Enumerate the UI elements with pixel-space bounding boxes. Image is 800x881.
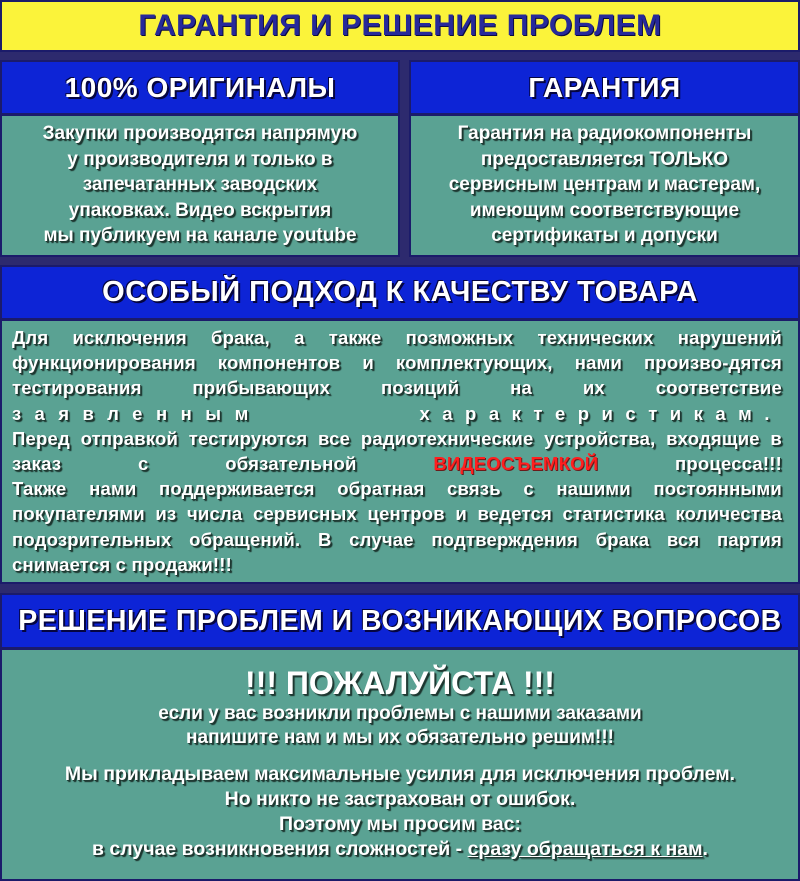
page-title: ГАРАНТИЯ И РЕШЕНИЕ ПРОБЛЕМ <box>138 9 662 42</box>
quality-text-2-after: процесса!!! <box>675 453 782 475</box>
quality-title: ОСОБЫЙ ПОДХОД К КАЧЕСТВУ ТОВАРА <box>102 276 698 308</box>
warranty-line: Гарантия на радиокомпоненты <box>457 123 752 144</box>
warranty-line: сертификаты и допуски <box>491 225 718 246</box>
warranty-line: предоставляется ТОЛЬКО <box>480 148 729 170</box>
quality-spaced-left: заявленным <box>12 402 262 424</box>
warranty-panel <box>409 114 800 257</box>
quality-header <box>0 265 800 320</box>
originals-title: 100% ОРИГИНАЛЫ <box>64 71 336 103</box>
page-title-banner <box>0 0 800 52</box>
please-heading: !!! ПОЖАЛУЙСТА !!! <box>245 665 555 701</box>
problems-line-final <box>2 837 798 862</box>
warranty-title: ГАРАНТИЯ <box>528 71 681 103</box>
quality-text-2 <box>12 426 782 476</box>
originals-line: мы публикуем на канале youtube <box>43 225 357 246</box>
problems-line: Поэтому мы просим вас: <box>279 813 521 835</box>
quality-spaced-line <box>12 401 782 426</box>
originals-line: упаковках. Видео вскрытия <box>68 199 332 221</box>
quality-text-3: Также нами поддерживается обратная связь с нашими постоянными покупателями из числа сервисных центров и ведется статистика количества подозрительных обращений. В случае подтверждения брака вся партия снимается с продажи!!! <box>12 478 782 575</box>
warranty-line: имеющим соответствующие <box>469 199 740 221</box>
originals-panel <box>0 114 400 257</box>
contact-us-link[interactable]: сразу обращаться к нам <box>467 838 703 860</box>
originals-line: запечатанных заводских <box>82 174 318 195</box>
final-text-after: . <box>702 838 708 860</box>
originals-line: Закупки производятся напрямую <box>42 123 358 144</box>
problems-line: если у вас возникли проблемы с нашими заказами <box>158 703 642 724</box>
quality-panel <box>0 319 800 584</box>
problems-line: Мы прикладываем максимальные усилия для исключения проблем. <box>64 763 736 785</box>
problems-title: РЕШЕНИЕ ПРОБЛЕМ И ВОЗНИКАЮЩИХ ВОПРОСОВ <box>18 604 782 637</box>
warranty-header <box>409 60 800 115</box>
video-highlight: ВИДЕОСЪЕМКОЙ <box>433 453 599 475</box>
problems-line: напишите нам и мы их обязательно решим!!! <box>186 727 614 748</box>
problems-line: Но никто не застрахован от ошибок. <box>224 788 576 810</box>
quality-text-2-before: Перед отправкой тестируются все радиотехнические устройства, входящие в заказ с обязательной <box>12 427 782 475</box>
quality-spaced-right: характеристикам. <box>419 402 782 424</box>
quality-text-1: Для исключения брака, а также позможных технических нарушений функционирования компонентов и комплектующих, нами произво-дятся тестирования прибывающих позиций на их соответствие <box>12 327 782 399</box>
final-text-before: в случае возникновения сложностей - <box>92 838 463 860</box>
originals-line: у производителя и только в <box>67 148 333 170</box>
originals-header <box>0 60 400 115</box>
problems-header <box>0 593 800 649</box>
problems-panel <box>0 648 800 881</box>
warranty-line: сервисным центрам и мастерам, <box>448 174 761 195</box>
